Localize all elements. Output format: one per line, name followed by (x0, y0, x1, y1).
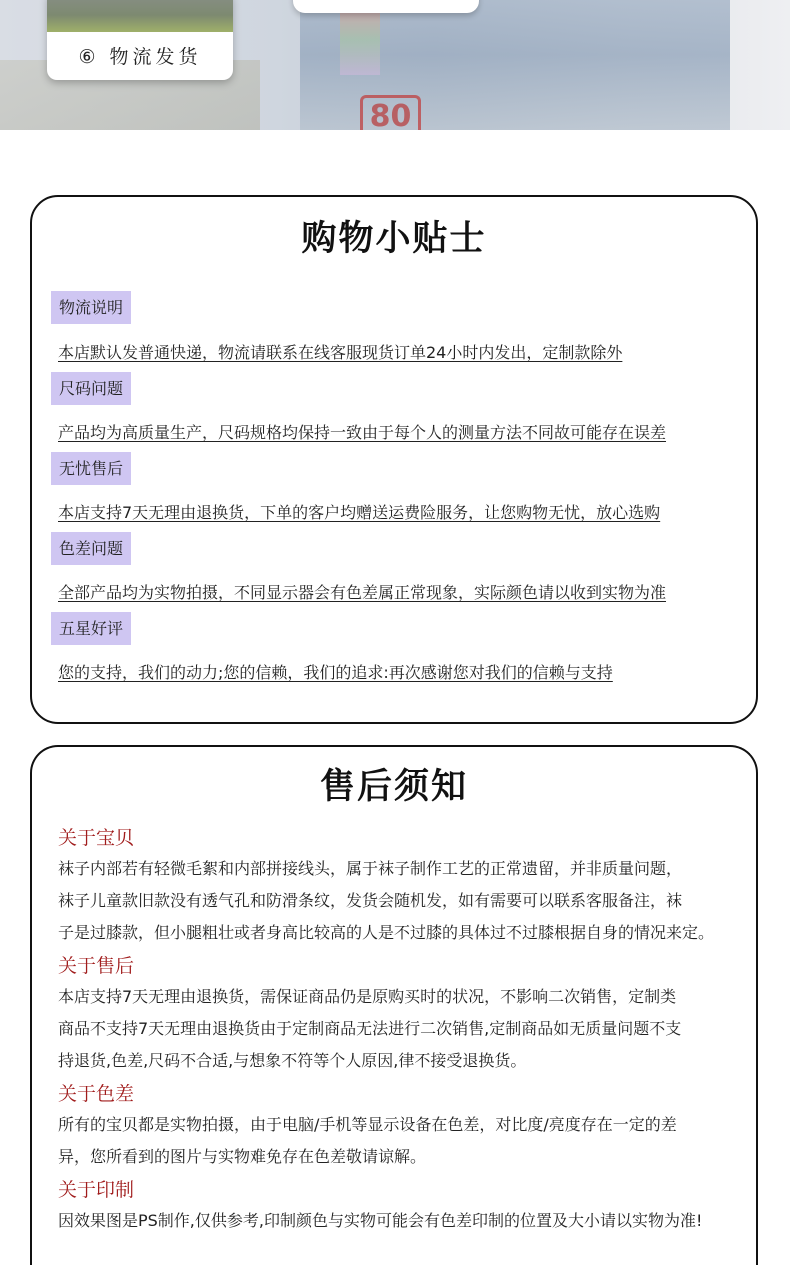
step-card-shipping (47, 0, 233, 80)
section-heading: 关于宝贝 (58, 827, 135, 849)
panel-title: 售后须知 (319, 767, 468, 807)
tip-text: 本店支持7天无理由退换货，下单的客户均赠送运费险服务，让您购物无忧，放心选购 (58, 503, 661, 522)
section-body (58, 981, 738, 1077)
section-body (58, 853, 738, 949)
tip-text: 本店默认发普通快递，物流请联系在线客服现货订单24小时内发出，定制款除外 (58, 343, 623, 362)
tip-tag: 物流说明 (51, 291, 131, 324)
top-banner (0, 0, 790, 130)
body-line: 子是过膝款，但小腿粗壮或者身高比较高的人是不过膝的具体过不过膝根据自身的情况来定。 (58, 923, 715, 942)
tip-text: 全部产品均为实物拍摄，不同显示器会有色差属正常现象，实际颜色请以收到实物为准 (58, 583, 667, 602)
body-line: 袜子内部若有轻微毛絮和内部拼接线头，属于袜子制作工艺的正常遗留，并非质量问题， (58, 859, 683, 878)
body-line: 异，您所看到的图片与实物难免存在色差敬请谅解。 (58, 1147, 427, 1166)
section-body (58, 1109, 738, 1173)
body-line: 因效果图是PS制作,仅供参考,印制颜色与实物可能会有色差印制的位置及大小请以实物为准! (58, 1211, 703, 1230)
body-line: 袜子儿童款旧款没有透气孔和防滑条纹，发货会随机发，如有需要可以联系客服备注，袜 (58, 891, 683, 910)
after-sales-panel (30, 745, 758, 1265)
section-heading: 关于售后 (58, 955, 135, 977)
tip-tag: 尺码问题 (51, 372, 131, 405)
panel-title: 购物小贴士 (301, 219, 487, 259)
body-line: 商品不支持7天无理由退换货由于定制商品无法进行二次销售,定制商品如无质量问题不支 (58, 1019, 682, 1038)
tip-text: 您的支持，我们的动力;您的信赖，我们的追求:再次感谢您对我们的信赖与支持 (58, 663, 613, 682)
speed-plate: 80 (360, 95, 421, 130)
shipping-thumbnail (47, 0, 233, 32)
section-body (58, 1205, 738, 1237)
tip-text: 产品均为高质量生产，尺码规格均保持一致由于每个人的测量方法不同故可能存在误差 (58, 423, 667, 442)
body-line: 持退货,色差,尺码不合适,与想象不符等个人原因,律不接受退换货。 (58, 1051, 527, 1070)
truck-sticker (340, 5, 380, 75)
section-heading: 关于印制 (58, 1179, 135, 1201)
tip-tag: 无忧售后 (51, 452, 131, 485)
tip-tag: 五星好评 (51, 612, 131, 645)
tip-tag: 色差问题 (51, 532, 131, 565)
step-label: ⑥ 物流发货 (78, 46, 202, 68)
section-heading: 关于色差 (58, 1083, 135, 1105)
body-line: 本店支持7天无理由退换货，需保证商品仍是原购买时的状况，不影响二次销售，定制类 (58, 987, 677, 1006)
step-card-partial (293, 0, 479, 13)
shopping-tips-panel (30, 195, 758, 724)
body-line: 所有的宝贝都是实物拍摄，由于电脑/手机等显示设备在色差，对比度/亮度存在一定的差 (58, 1115, 677, 1134)
